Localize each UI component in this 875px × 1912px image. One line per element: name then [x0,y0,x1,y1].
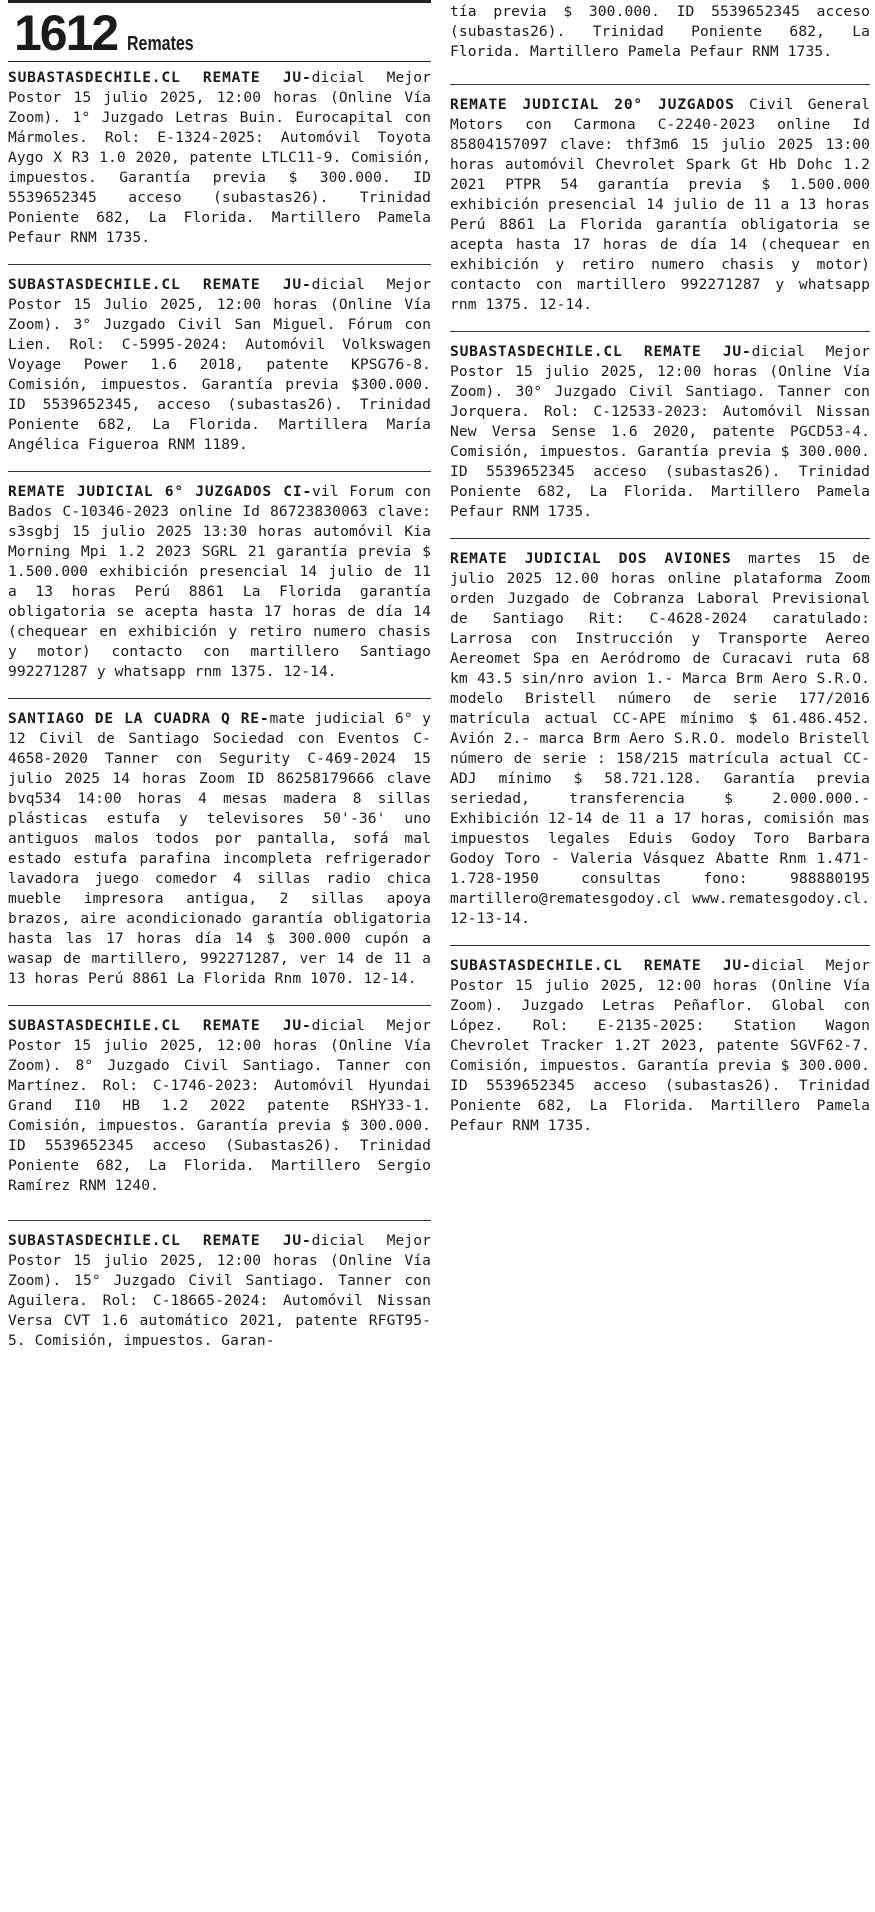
notice-separator [8,1220,431,1221]
notice-separator [8,264,431,265]
auction-notice [450,95,870,315]
notice-lead: SUBASTASDECHILE.CL REMATE JU- [8,1232,312,1249]
notice-lead: REMATE JUDICIAL 6° JUZGADOS CI- [8,483,313,500]
notice-lead: SUBASTASDECHILE.CL REMATE JU- [8,1017,312,1034]
notice-body: dicial Mejor Postor 15 julio 2025, 12:00 horas (Online Vía Zoom). 1° Juzgado Letras Buin. Eurocapital con Mármoles. Rol: E-1324-2025: Automóvil Toyota Aygo X R3 1.0 2020, patente LTLC11-9. Comisión, impuestos. Garantía previa $ 300.000. ID 5539652345 acceso (subastas26). Trinidad Poniente 682, La Florida. Martillero Pamela Pefaur RNM 1735. [8,69,431,246]
notice-separator [8,1005,431,1006]
notice-body: dicial Mejor Postor 15 Julio 2025, 12:00 horas (Online Vía Zoom). 3° Juzgado Civil San Miguel. Fórum con Lien. Rol: C-5995-2024: Automóvil Volkswagen Voyage Power 1.6 2018, patente KPSG76-8. Comisión, impuestos. Garantía previa $300.000. ID 5539652345, acceso (subastas26). Trinidad Poniente 682, La Florida. Martillera María Angélica Figueroa RNM 1189. [8,276,431,453]
notice-separator [450,945,870,946]
notice-body: mate judicial 6° y 12 Civil de Santiago Sociedad con Eventos C-4658-2020 Tanner con Segurity C-469-2024 15 julio 2025 14 horas Zoom ID 86258179666 clave bvq534 14:00 horas 4 mesas madera 8 sillas plásticas estufa y televisores 50'-36' uno antiguos malos todos por pantalla, sofá mal estado estufa parafina incompleta refrigerador lavadora juego comedor 4 sillas radio chica mueble impresora antigua, 2 sillas apoya brazos, aire acondicionado garantía obligatoria hasta las 17 horas día 14 $ 300.000 cupón a wasap de martillero, 992271287, ver 14 de 11 a 13 horas Perú 8861 La Florida Rnm 1070. 12-14. [8,710,432,987]
notice-lead: SUBASTASDECHILE.CL REMATE JU- [8,276,312,293]
auction-notice [450,342,870,522]
notice-lead: SUBASTASDECHILE.CL REMATE JU- [8,69,312,86]
auction-notice [450,549,870,929]
notice-body: Civil General Motors con Carmona C-2240-2023 online Id 85804157097 clave: thf3m6 15 julio 2025 13:00 horas automóvil Chevrolet Spark Gt Hb Dohc 1.2 2021 PTPR 54 garantía previa $ 1.500.000 exhibición presencial 14 julio de 11 a 13 horas Perú 8861 La Florida garantía obligatoria se acepta hasta 17 horas de día 14 (chequear en exhibición y retiro numero chasis y motor) contacto con martillero 992271287 y whatsapp rnm 1375. 12-14. [450,96,870,313]
auction-notice [450,956,870,1136]
notice-lead: SUBASTASDECHILE.CL REMATE JU- [450,343,752,360]
notice-body: vil Forum con Bados C-10346-2023 online Id 86723830063 clave: s3sgbj 15 julio 2025 13:30 horas automóvil Kia Morning Mpi 1.2 2023 SGRL 21 garantía previa $ 1.500.000 exhibición presencial 14 julio de 11 a 13 horas Perú 8861 La Florida garantía obligatoria se acepta hasta 17 horas de día 14 (chequear en exhibición y retiro numero chasis y motor) contacto con martillero Santiago 992271287 y whatsapp rnm 1375. 12-14. [8,483,431,680]
auction-notice [8,709,431,989]
notice-lead: REMATE JUDICIAL DOS AVIONES [450,550,732,567]
right-column [450,0,870,1136]
notice-body: dicial Mejor Postor 15 julio 2025, 12:00 horas (Online Vía Zoom). 15° Juzgado Civil Santiago. Tanner con Aguilera. Rol: C-18665-2024: Automóvil Nissan Versa CVT 1.6 automático 2021, patente RFGT95-5. Comisión, impuestos. Garan- [8,1232,431,1349]
section-header [8,0,431,62]
notice-separator [450,331,870,332]
notice-lead: SUBASTASDECHILE.CL REMATE JU- [450,957,752,974]
notice-body: dicial Mejor Postor 15 julio 2025, 12:00 horas (Online Vía Zoom). Juzgado Letras Peñaflor. Global con López. Rol: E-2135-2025: Station Wagon Chevrolet Tracker 1.2T 2023, patente SGVF62-7. Comisión, impuestos. Garantía previa $ 300.000. ID 5539652345 acceso (subastas26). Trinidad Poniente 682, La Florida. Martillero Pamela Pefaur RNM 1735. [450,957,870,1134]
notice-body: dicial Mejor Postor 15 julio 2025, 12:00 horas (Online Vía Zoom). 30° Juzgado Civil Santiago. Tanner con Jorquera. Rol: C-12533-2023: Automóvil Nissan New Versa Sense 1.6 2020, patente PGCD53-4. Comisión, impuestos. Garantía previa $ 300.000. ID 5539652345 acceso (subastas26). Trinidad Poniente 682, La Florida. Martillero Pamela Pefaur RNM 1735. [450,343,870,520]
notice-separator [8,471,431,472]
section-number: 1612 [14,5,118,61]
notice-lead: REMATE JUDICIAL 20° JUZGADOS [450,96,735,113]
notice-separator [450,538,870,539]
notice-lead: SANTIAGO DE LA CUADRA Q RE- [8,710,270,727]
notice-separator [8,698,431,699]
auction-notice [8,275,431,455]
auction-notice [8,68,431,248]
notice-body: tía previa $ 300.000. ID 5539652345 acceso (subastas26). Trinidad Poniente 682, La Florida. Martillero Pamela Pefaur RNM 1735. [450,3,870,60]
notice-body: dicial Mejor Postor 15 julio 2025, 12:00 horas (Online Vía Zoom). 8° Juzgado Civil Santiago. Tanner con Martínez. Rol: C-1746-2023: Automóvil Hyundai Grand I10 HB 1.2 2022 patente RSHY33-1. Comisión, impuestos. Garantía previa $ 300.000. ID 5539652345 acceso (Subastas26). Trinidad Poniente 682, La Florida. Martillero Sergio Ramírez RNM 1240. [8,1017,431,1194]
auction-notice [8,1231,431,1351]
left-column [8,0,431,1351]
notice-separator [450,84,870,85]
auction-notice [8,482,431,682]
auction-notice [8,1016,431,1196]
notice-body: martes 15 de julio 2025 12.00 horas online plataforma Zoom orden Juzgado de Cobranza Laboral Previsional de Santiago Rit: C-4628-2024 caratulado: Larrosa con Instrucción y Transporte Aereo Aereomet Spa en Aeródromo de Curacavi ruta 68 km 43.5 sin/nro avion 1.- Marca Brm Aero S.R.O. modelo Bristell número de serie 177/2016 matrícula actual CC-APE mínimo $ 61.486.452. Avión 2.- marca Brm Aero S.R.O. modelo Bristell número de serie : 158/215 matrícula actual CC-ADJ mínimo $ 58.721.128. Garantía previa seriedad, transferencia $ 2.000.000.- Exhibición 12-14 de 11 a 17 horas, comisión mas impuestos legales Eduis Godoy Toro Barbara Godoy Toro - Valeria Vásquez Abatte Rnm 1.471-1.728-1950 consultas fono: 988880195 martillero@rematesgodoy.cl www.rematesgodoy.cl. 12-13-14. [450,550,871,927]
auction-notice-continued [450,2,870,62]
section-title: Remates [127,33,194,55]
